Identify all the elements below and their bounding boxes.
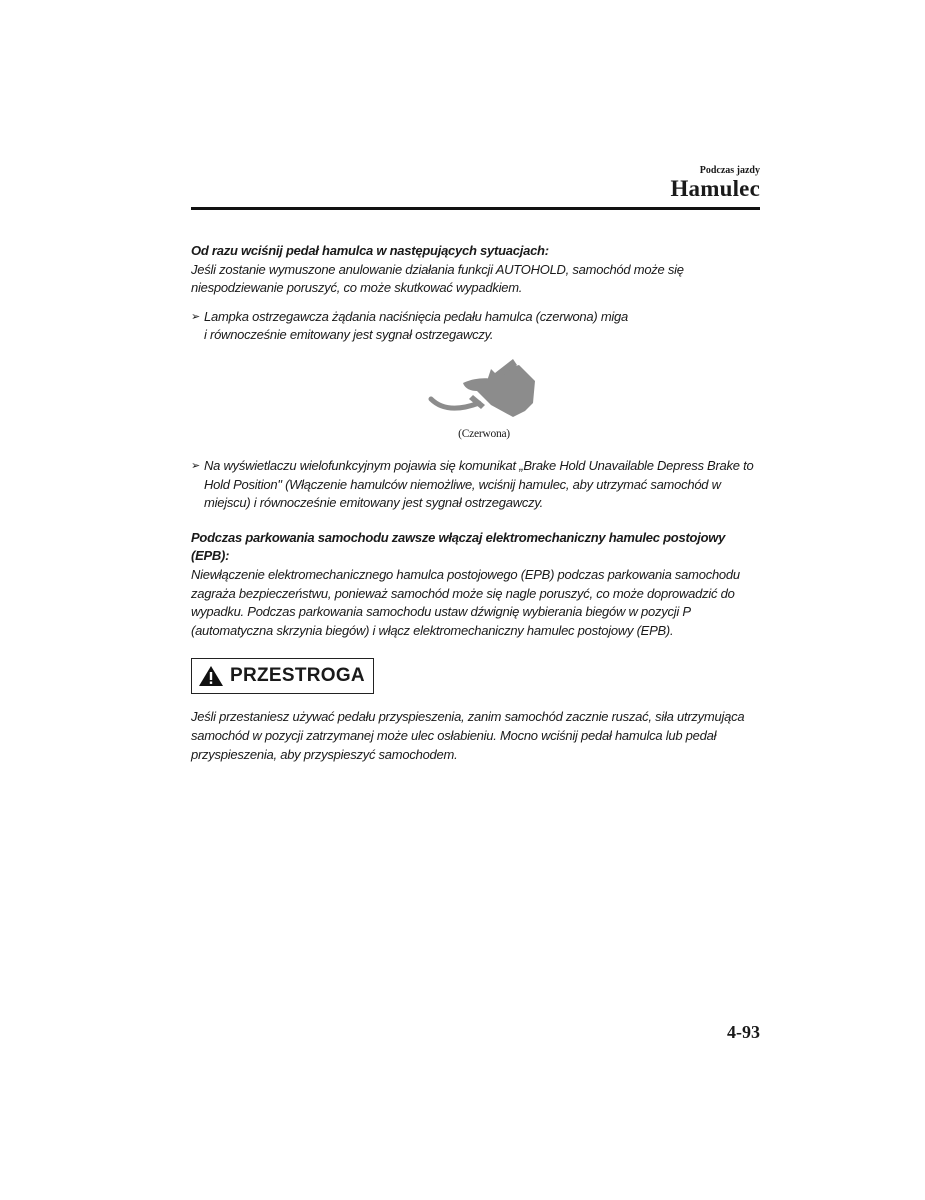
main-content (191, 242, 763, 764)
bullet-item (191, 457, 763, 513)
caution-badge (191, 658, 374, 694)
epb-section (191, 529, 763, 641)
caution-label: PRZESTROGA (230, 665, 365, 687)
bullet-item (191, 308, 763, 345)
page-number: 4-93 (727, 1022, 760, 1042)
warning-triangle-icon (198, 665, 224, 687)
bullet1-line1: Lampka ostrzegawcza żądania naciśnięcia pedału hamulca (czerwona) miga (204, 308, 629, 324)
bullet-arrow-icon: ➢ (191, 459, 200, 472)
figure-caption: (Czerwona) (458, 427, 510, 440)
bullet1-line2: i równocześnie emitowany jest sygnał ostrzegawczy. (204, 327, 494, 343)
block2-text: Niewłączenie elektromechanicznego hamulca postojowego (EPB) podczas parkowania samochodu zagraża bezpieczeństwu, ponieważ samochód może się nagle poruszyć, co może doprowadzić do wypadku. Podczas parkowania samochodu ustaw dźwignię wybierania biegów w pozycji P (automatyczna skrzynia biegów) i włącz elektromechaniczny hamulec postojowy (EPB). (191, 566, 740, 638)
page-title: Hamulec (670, 176, 760, 201)
block2-heading: Podczas parkowania samochodu zawsze włączaj elektromechaniczny hamulec postojowy (EPB): (191, 529, 726, 564)
block1-heading: Od razu wciśnij pedał hamulca w następujących sytuacjach: (191, 243, 549, 258)
block1-text: Jeśli zostanie wymuszone anulowanie działania funkcji AUTOHOLD, samochód może się niespodziewanie poruszyć, co może skutkować wypadkiem. (191, 261, 684, 296)
brake-pedal-foot-icon (427, 359, 539, 421)
bullet2-text: Na wyświetlaczu wielofunkcyjnym pojawia się komunikat „Brake Hold Unavailable Depress Brake to Hold Position" (Włączenie hamulców niemożliwe, wciśnij hamulec, aby utrzymać samochód w miejscu) i równocześnie emitowany jest sygnał ostrzegawczy. (204, 457, 754, 511)
section-label: Podczas jazdy (699, 165, 760, 176)
bullet-arrow-icon: ➢ (191, 310, 200, 323)
header-divider (191, 207, 760, 210)
caution-text: Jeśli przestaniesz używać pedału przyspieszenia, zanim samochód zacznie ruszać, siła utrzymująca samochód w pozycji zatrzymanej może ulec osłabieniu. Mocno wciśnij pedał hamulca lub pedał przyspieszenia, aby przyspieszyć samochodem. (191, 709, 745, 762)
brake-warning-figure (191, 359, 763, 447)
